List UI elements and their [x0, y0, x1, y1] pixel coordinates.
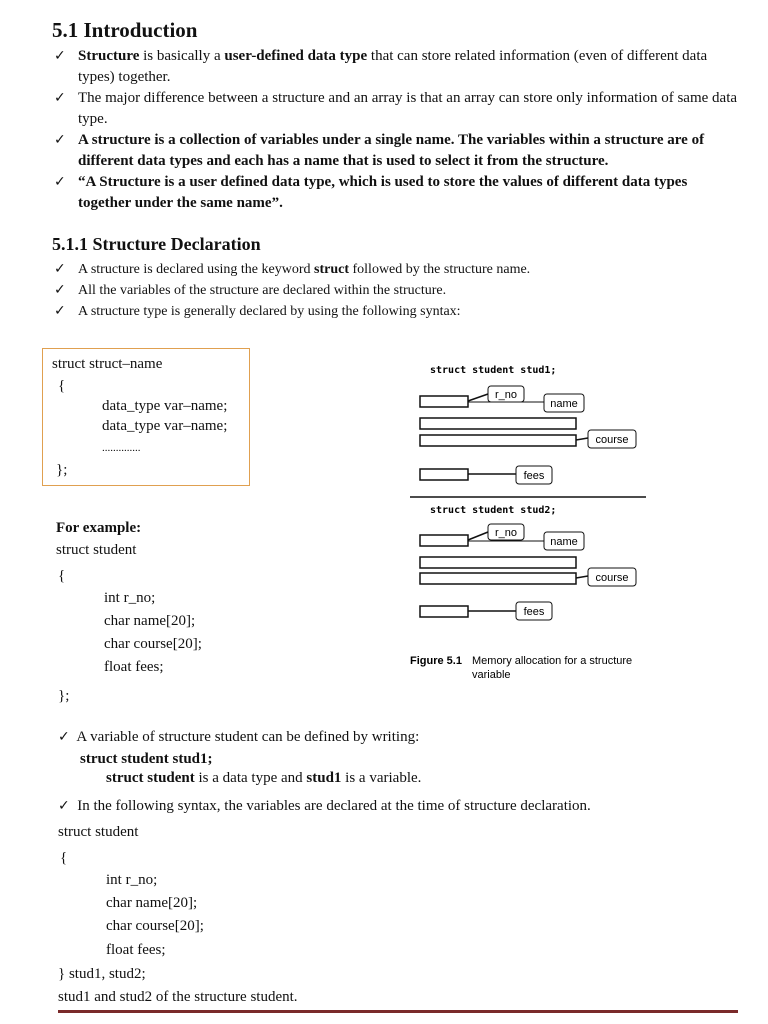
check-mark-icon: ✓ — [58, 798, 70, 814]
pointer-line — [468, 394, 488, 401]
figure-caption-line-2: variable — [472, 669, 511, 681]
declaration-bullet-2: ✓ All the variables of the structure are declared within the structure. — [52, 280, 742, 301]
declaration-time-field-4: float fees; — [106, 942, 166, 958]
check-mark-icon: ✓ — [54, 132, 66, 148]
syntax-line-3: data_type var–name; — [102, 418, 228, 434]
declaration-time-decl: struct student — [58, 824, 139, 840]
memory-cell — [420, 396, 468, 407]
memory-allocation-figure — [408, 358, 658, 688]
check-mark-icon: ✓ — [54, 261, 66, 277]
intro-bullets — [52, 46, 742, 214]
intro-bullet-1: ✓ Structure is basically a user-defined data type that can store related information (even of different data types) together. — [54, 48, 708, 85]
memory-cell — [420, 418, 576, 429]
check-mark-icon: ✓ — [54, 282, 66, 298]
intro-bullet-3: ✓ A structure is a collection of variables under a single name. The variables within a structure are of different data types and each has a name that is used to select it from the structure. — [54, 132, 705, 169]
figure-top-title: struct student stud1; — [430, 365, 557, 376]
memory-cell — [420, 557, 576, 568]
declaration-time-open-brace: { — [60, 850, 68, 866]
name-label: name — [550, 398, 578, 410]
figure-caption-number: Figure 5.1 — [410, 655, 462, 667]
syntax-line-1: struct struct–name — [52, 356, 163, 372]
declaration-bullet-1: ✓ A structure is declared using the keyword struct followed by the structure name. — [52, 259, 742, 280]
footer-rule — [58, 1010, 738, 1013]
example-field-3: char course[20]; — [104, 636, 202, 652]
rno-label: r_no — [494, 527, 518, 539]
syntax-close-brace: }; — [56, 462, 68, 478]
check-mark-icon: ✓ — [58, 729, 70, 745]
course-label: course — [595, 434, 629, 446]
variable-def-code: struct student stud1; — [80, 751, 213, 767]
syntax-open-brace: { — [58, 378, 66, 394]
check-mark-icon: ✓ — [54, 174, 66, 190]
example-field-1: int r_no; — [104, 590, 156, 606]
declaration-time-field-3: char course[20]; — [106, 918, 204, 934]
figure-bottom-title: struct student stud2; — [430, 505, 557, 516]
pointer-line — [576, 576, 588, 578]
syntax-line-2: data_type var–name; — [102, 398, 228, 414]
section-title: 5.1 Introduction — [52, 18, 198, 42]
declaration-time-note: stud1 and stud2 of the structure student. — [58, 989, 298, 1005]
figure-caption-line-1: Memory allocation for a structure — [472, 655, 633, 667]
memory-cell — [420, 535, 468, 546]
memory-cell — [420, 435, 576, 446]
subsection-title: 5.1.1 Structure Declaration — [52, 234, 261, 254]
declaration-time-close: } stud1, stud2; — [58, 966, 146, 982]
memory-cell — [420, 606, 468, 617]
example-heading: For example: — [56, 520, 142, 536]
fees-label: fees — [523, 606, 545, 618]
check-mark-icon: ✓ — [54, 48, 66, 64]
memory-cell — [420, 469, 468, 480]
example-field-4: float fees; — [104, 659, 164, 675]
check-mark-icon: ✓ — [54, 303, 66, 319]
example-decl: struct student — [56, 542, 137, 558]
declaration-bullets — [52, 259, 742, 322]
intro-bullet-2: ✓ The major difference between a structure and an array is that an array can store only information of same data type. — [54, 90, 738, 127]
name-label: name — [550, 536, 578, 548]
rno-label: r_no — [494, 389, 518, 401]
example-close-brace: }; — [58, 688, 70, 704]
declaration-time-field-1: int r_no; — [106, 872, 158, 888]
variable-def-explanation: struct student is a data type and stud1 is a variable. — [106, 770, 422, 786]
intro-bullet-4: ✓ “A Structure is a user defined data type, which is used to store the values of different data types together under the same name”. — [54, 174, 688, 211]
example-field-2: char name[20]; — [104, 613, 196, 629]
pointer-line — [468, 532, 488, 540]
declaration-time-field-2: char name[20]; — [106, 895, 198, 911]
example-open-brace: { — [58, 568, 66, 584]
check-mark-icon: ✓ — [54, 90, 66, 106]
declaration-time-bullet: ✓ In the following syntax, the variables are declared at the time of structure declaration. — [58, 798, 591, 814]
fees-label: fees — [523, 470, 545, 482]
pointer-line — [576, 438, 588, 440]
course-label: course — [595, 572, 629, 584]
declaration-bullet-3: ✓ A structure type is generally declared by using the following syntax: — [52, 301, 742, 322]
memory-cell — [420, 573, 576, 584]
variable-def-bullet: ✓ A variable of structure student can be defined by writing: — [58, 729, 420, 745]
syntax-dots: .............. — [102, 442, 141, 454]
